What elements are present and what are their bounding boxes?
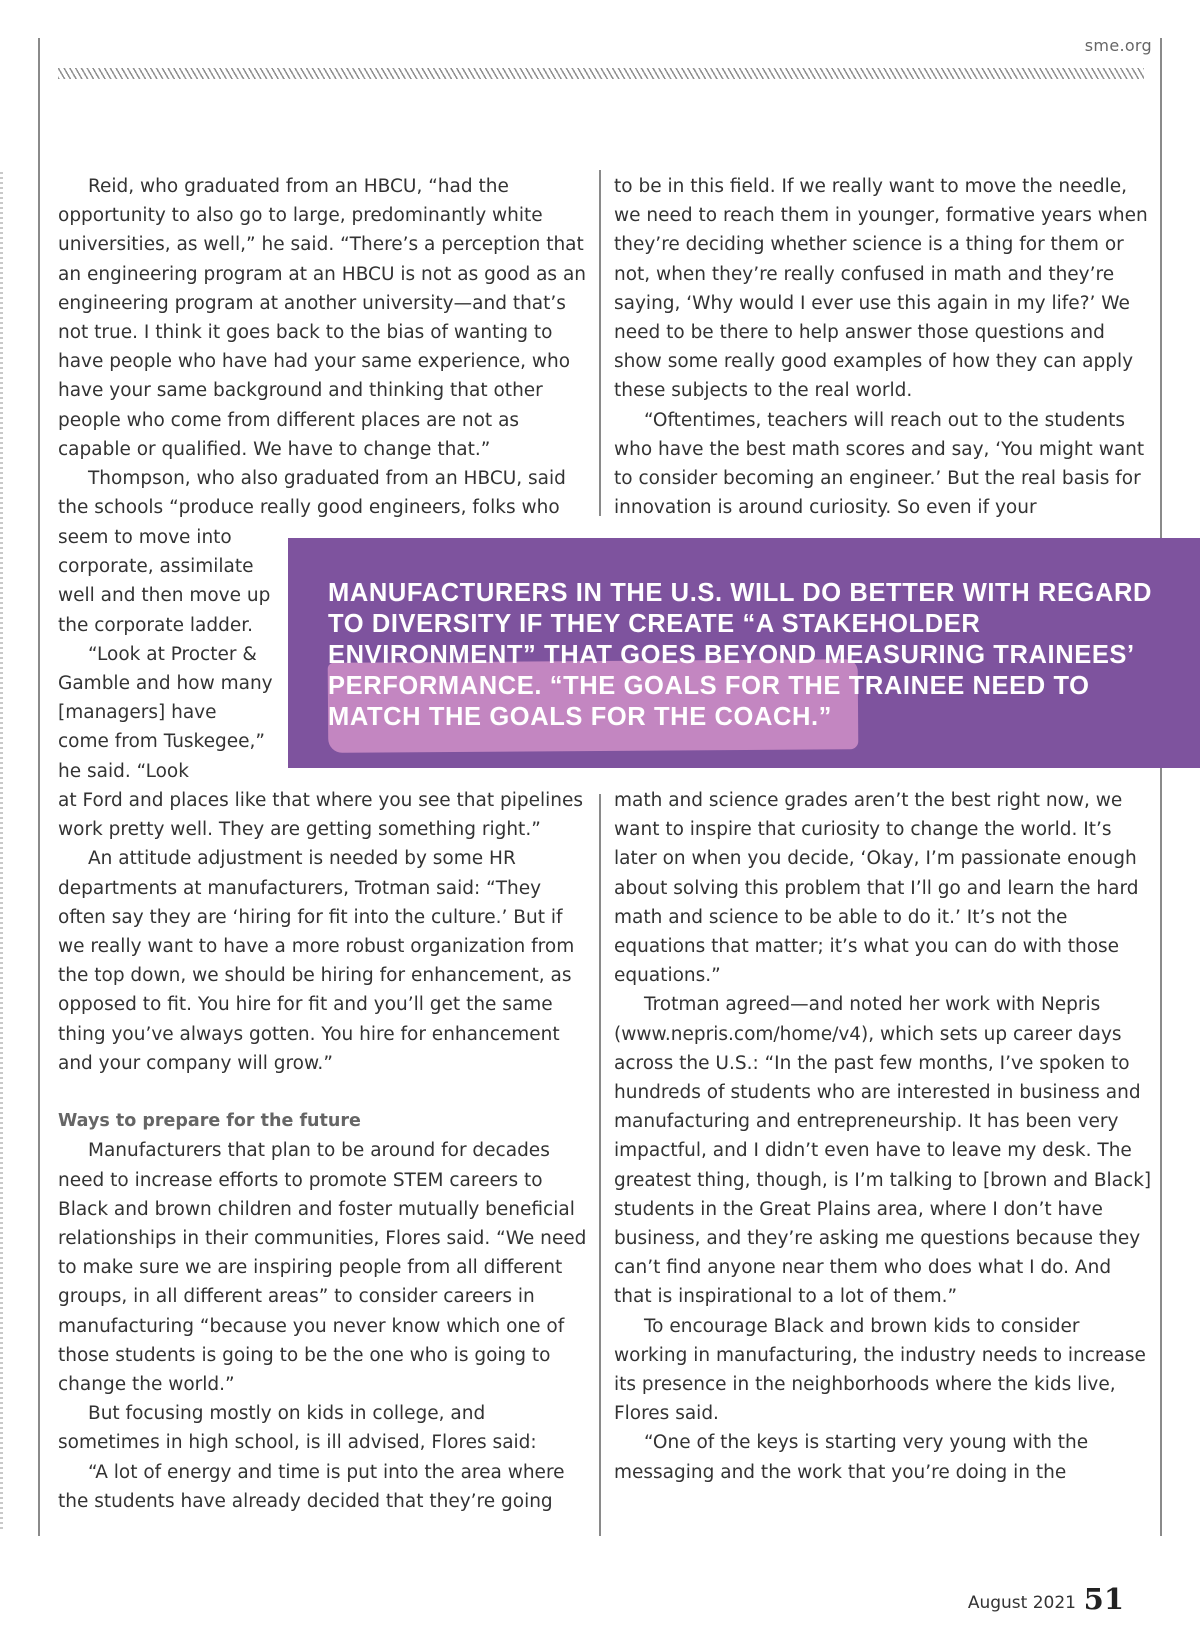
- body-paragraph: Thompson, who also graduated from an HBCU, said the schools “produce really good engineers, folks who: [58, 468, 566, 519]
- body-paragraph: Trotman agreed—and noted her work with Nepris (www.nepris.com/home/v4), which sets up career days across the U.S.: “In the past few months, I’ve spoken to hundreds of students who are interested in business and manufacturing and entrepreneurship. It has been very impactful, and I didn’t even have to leave my desk. The greatest thing, though, is I’m talking to [brown and Black] students in the Great Plains area, where I don’t have business, and they’re asking me questions because they can’t find anyone near them who does what I do. And that is inspirational to a lot of them.”: [614, 994, 1152, 1308]
- right-column-bottom: [614, 786, 1154, 1487]
- body-paragraph: at Ford and places like that where you see that pipelines work pretty well. They are getting something right.”: [58, 790, 584, 841]
- pull-quote-text: [328, 578, 1173, 733]
- body-paragraph: “Look at Procter & Gamble and how many [managers] have come from Tuskegee,” he said. “Look: [58, 643, 273, 782]
- page-edge: [0, 172, 3, 1530]
- body-paragraph: to be in this field. If we really want to move the needle, we need to reach them in younger, formative years when they’re deciding whether science is a thing for them or not, when they’re really confused in math and they’re saying, ‘Why would I ever use this again in my life?’ We need to be there to help answer those questions and show some really good examples of how they can apply these subjects to the real world.: [614, 176, 1148, 402]
- body-paragraph: Reid, who graduated from an HBCU, “had the opportunity to also go to large, predominantly white universities, as well,” he said. “There’s a perception that an engineering program at an HBCU is not as good as an engineering program at another university—and that’s not true. I think it goes back to the bias of wanting to have people who have had your same experience, who have your same background and thinking that other people who come from different places are not as capable or qualified. We have to change that.”: [58, 176, 587, 460]
- left-border-rule: [38, 38, 40, 1536]
- column-divider-top: [599, 170, 601, 516]
- left-column-bottom: [58, 786, 588, 1516]
- body-paragraph: An attitude adjustment is needed by some HR departments at manufacturers, Trotman said: “They often say they are ‘hiring for fit into the culture.’ But if we really want to have a more robust organization from the top down, we should be hiring for enhancement, as opposed to fit. You hire for fit and you’ll get the same thing you’ve always gotten. You hire for enhancement and your company will grow.”: [58, 848, 575, 1074]
- left-column-narrow: [58, 523, 273, 786]
- right-column-top: [614, 172, 1154, 522]
- site-url[interactable]: sme.org: [1084, 36, 1152, 55]
- page-number: 51: [1083, 1582, 1124, 1616]
- right-border-rule: [1160, 38, 1162, 1536]
- body-paragraph: To encourage Black and brown kids to consider working in manufacturing, the industry needs to increase its presence in the neighborhoods where the kids live, Flores said.: [614, 1315, 1146, 1425]
- body-paragraph: Manufacturers that plan to be around for decades need to increase efforts to promote STEM careers to Black and brown children and foster mutually beneficial relationships in their communities, Flores said. “We need to make sure we are inspiring people from all different groups, in all different areas” to consider careers in manufacturing “because you never know which one of those students is going to be the one who is going to change the world.”: [58, 1140, 587, 1396]
- pull-quote-lead: MANUFACTURERS IN THE U.S. WILL DO BETTER WITH REGARD TO DIVERSITY IF THEY CREATE “A STAKEHOLDER ENVIRONMENT” THAT GOES BEYOND MEASURING TRAINEES’ PERFORMANCE.: [328, 579, 1153, 700]
- left-column-top: [58, 172, 588, 522]
- header-hatch-rule: [58, 68, 1144, 79]
- body-paragraph: “A lot of energy and time is put into the area where the students have already decided that they’re going: [58, 1461, 565, 1512]
- body-paragraph: seem to move into corporate, assimilate well and then move up the corporate ladder.: [58, 527, 271, 636]
- body-paragraph: math and science grades aren’t the best right now, we want to inspire that curiosity to change the world. It’s later on when you decide, ‘Okay, I’m passionate enough about solving this problem that I’ll go and learn the hard math and science to be able to do it.’ It’s not the equations that matter; it’s what you can do with those equations.”: [614, 790, 1139, 987]
- body-paragraph: “Oftentimes, teachers will reach out to the students who have the best math scores and say, ‘You might want to consider becoming an engineer.’ But the real basis for innovation is around curiosity. So even if your: [614, 409, 1145, 519]
- body-paragraph: But focusing mostly on kids in college, and sometimes in high school, is ill advised, Flores said:: [58, 1403, 537, 1454]
- pull-quote: [288, 538, 1200, 768]
- body-paragraph: “One of the keys is starting very young with the messaging and the work that you’re doing in the: [614, 1432, 1089, 1483]
- pull-quote-highlighted: “THE GOALS FOR THE TRAINEE NEED TO MATCH THE GOALS FOR THE COACH.”: [328, 672, 1090, 731]
- section-subheading: Ways to prepare for the future: [58, 1111, 361, 1132]
- issue-date: August 2021: [967, 1593, 1076, 1613]
- column-divider-bottom: [599, 794, 601, 1536]
